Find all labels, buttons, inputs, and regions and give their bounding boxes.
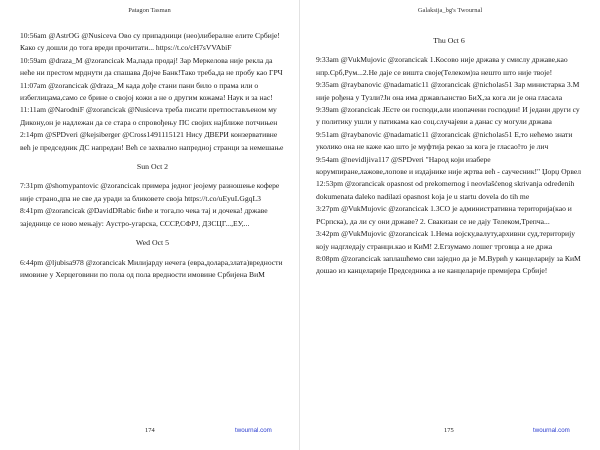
tweet-entry: 6:44pm @ljubisa978 @zorancicak Милијарду нечега (евра,долара,злата)вредности имовине у Херцеговини по пола од пола вредности имовине Србијена ВиМ bbox=[20, 257, 283, 279]
tweet-entry: 11:07am @zorancicak @draza_M када дође стани пани било о прама или о избеглицама,само се брине о својој кожи а не о другим кожама! Наук и за нас! bbox=[20, 80, 273, 103]
tweet-entry: 9:51am @raybanovic @nadamatic11 @zorancicak @nicholas51 Е,то нећемо знати уколико она не каже као што је муфтија рекао за кога је гласао!то је лич bbox=[316, 129, 573, 152]
running-header-right: Galaksija_bg's Twournal bbox=[417, 7, 483, 14]
running-header-left: Patagon Tasman bbox=[128, 7, 171, 14]
tweet-entry: 10:56am @AstrOG @Nusiceva Ово су припадници (нео)либералне елите Србије! Како су дошли до тога вреди прочитати... https://t.co/cH7sVVAbiF bbox=[20, 31, 280, 53]
tweet-entry: 11:11am @NarodniF @zorancicak @Nusiceva треба писати претпостављеном му Дикону,он је надлежан да се стара о спровођењу ПС својих најближе потчињен bbox=[20, 105, 278, 127]
page-number-left: 174 bbox=[145, 427, 155, 434]
tweet-entry: 3:27pm @VukMujovic @zorancicak 1.ЗСО је административна територија(као и РСрпска), да ли су они државе? 2. Свакизаи се не дају Телеком,Трепча... bbox=[316, 204, 572, 226]
tweet-entry: 9:54am @nevidljiva117 @SPDveri "Народ који изабере корумпиране,лажове,лопове и издајнике није жртва већ - саучесник!" Џорџ Орвел bbox=[316, 154, 582, 177]
site-footer-left[interactable]: twournal.com bbox=[235, 427, 272, 434]
site-footer-right[interactable]: twournal.com bbox=[533, 427, 570, 434]
tweet-entry: 9:39am @zorancicak ЈЕсте ои господи,али изопачени господин! И једани други су у политику ушли у патикама као соц.случајеви а данас су могули држава bbox=[316, 105, 580, 127]
tweet-entry: 9:35am @raybanovic @nadamatic11 @zorancicak @nicholas51 Зар министарка 3.М није рођена у Тузли?Јн она има држављанство БиХ,за кога ли је она гласала bbox=[316, 80, 580, 102]
right-page-body bbox=[316, 35, 582, 278]
left-page-body bbox=[20, 30, 285, 281]
page-number-right: 175 bbox=[444, 427, 454, 434]
date-heading: Sun Oct 2 bbox=[136, 162, 169, 172]
tweet-entry: 7:31pm @shomypantovic @zorancicak примера једног јеојему разношење кофере није страно,дпа не све да уради за бликовете своја https://t.co/uEyuLGgqL3 bbox=[20, 181, 280, 203]
tweet-entry: 10:59am @draza_M @zorancicak Ма,пада продај! Зар Меркелова није рекла да неће ни престом мрднути да спашава Дојче Банк!Тако треба,да не пробу као ГРЧ bbox=[20, 55, 283, 78]
date-heading: Thu Oct 6 bbox=[433, 36, 465, 45]
right-page bbox=[300, 0, 600, 450]
tweet-entry: 9:33am @VukMujovic @zorancicak 1.Косово није држава у смислу државе,као нпр.Срб,Рум...2.Не даје се вишта своје(Телеком)за нешто што није твоје! bbox=[316, 55, 568, 77]
tweet-entry: 8:08pm @zorancicak заплашћемо сви заједно да је М.Вурић у канцеларију за КиМ дошао из канцеларије Председника а не канцеларије премијера Србије! bbox=[316, 253, 581, 276]
date-heading: Wed Oct 5 bbox=[135, 238, 170, 248]
tweet-entry: 8:41pm @zorancicak @DavidDRabic биће и тога,по чека тај и дочека! државе заједнице се ново мењају: Аустро-угарска, СССР,СФРЈ, ДЗСЦГ...,ЕУ,... bbox=[20, 206, 268, 228]
tweet-entry: 2:14pm @SPDveri @kejsiberger @Cross1491115121 Нису ДВЕРИ конзервативне већ је председник ДС напредан! Већ се захвално напредној странци за немешање bbox=[20, 130, 284, 152]
tweet-entry: 12:53pm @zorancicak opasnost od prekomernog i neovlašćenog skrivanja određenih dokumenata daleko nadilazi opasnost koja je u startu dovela do tih me bbox=[316, 179, 575, 201]
tweet-entry: 3:42pm @VukMujovic @zorancicak 1.Нема војску,валуту,архивни суд,територију коју надгледају странци.као и КиМ! 2.Егзумамо лошег трговца а не држа bbox=[316, 229, 576, 251]
